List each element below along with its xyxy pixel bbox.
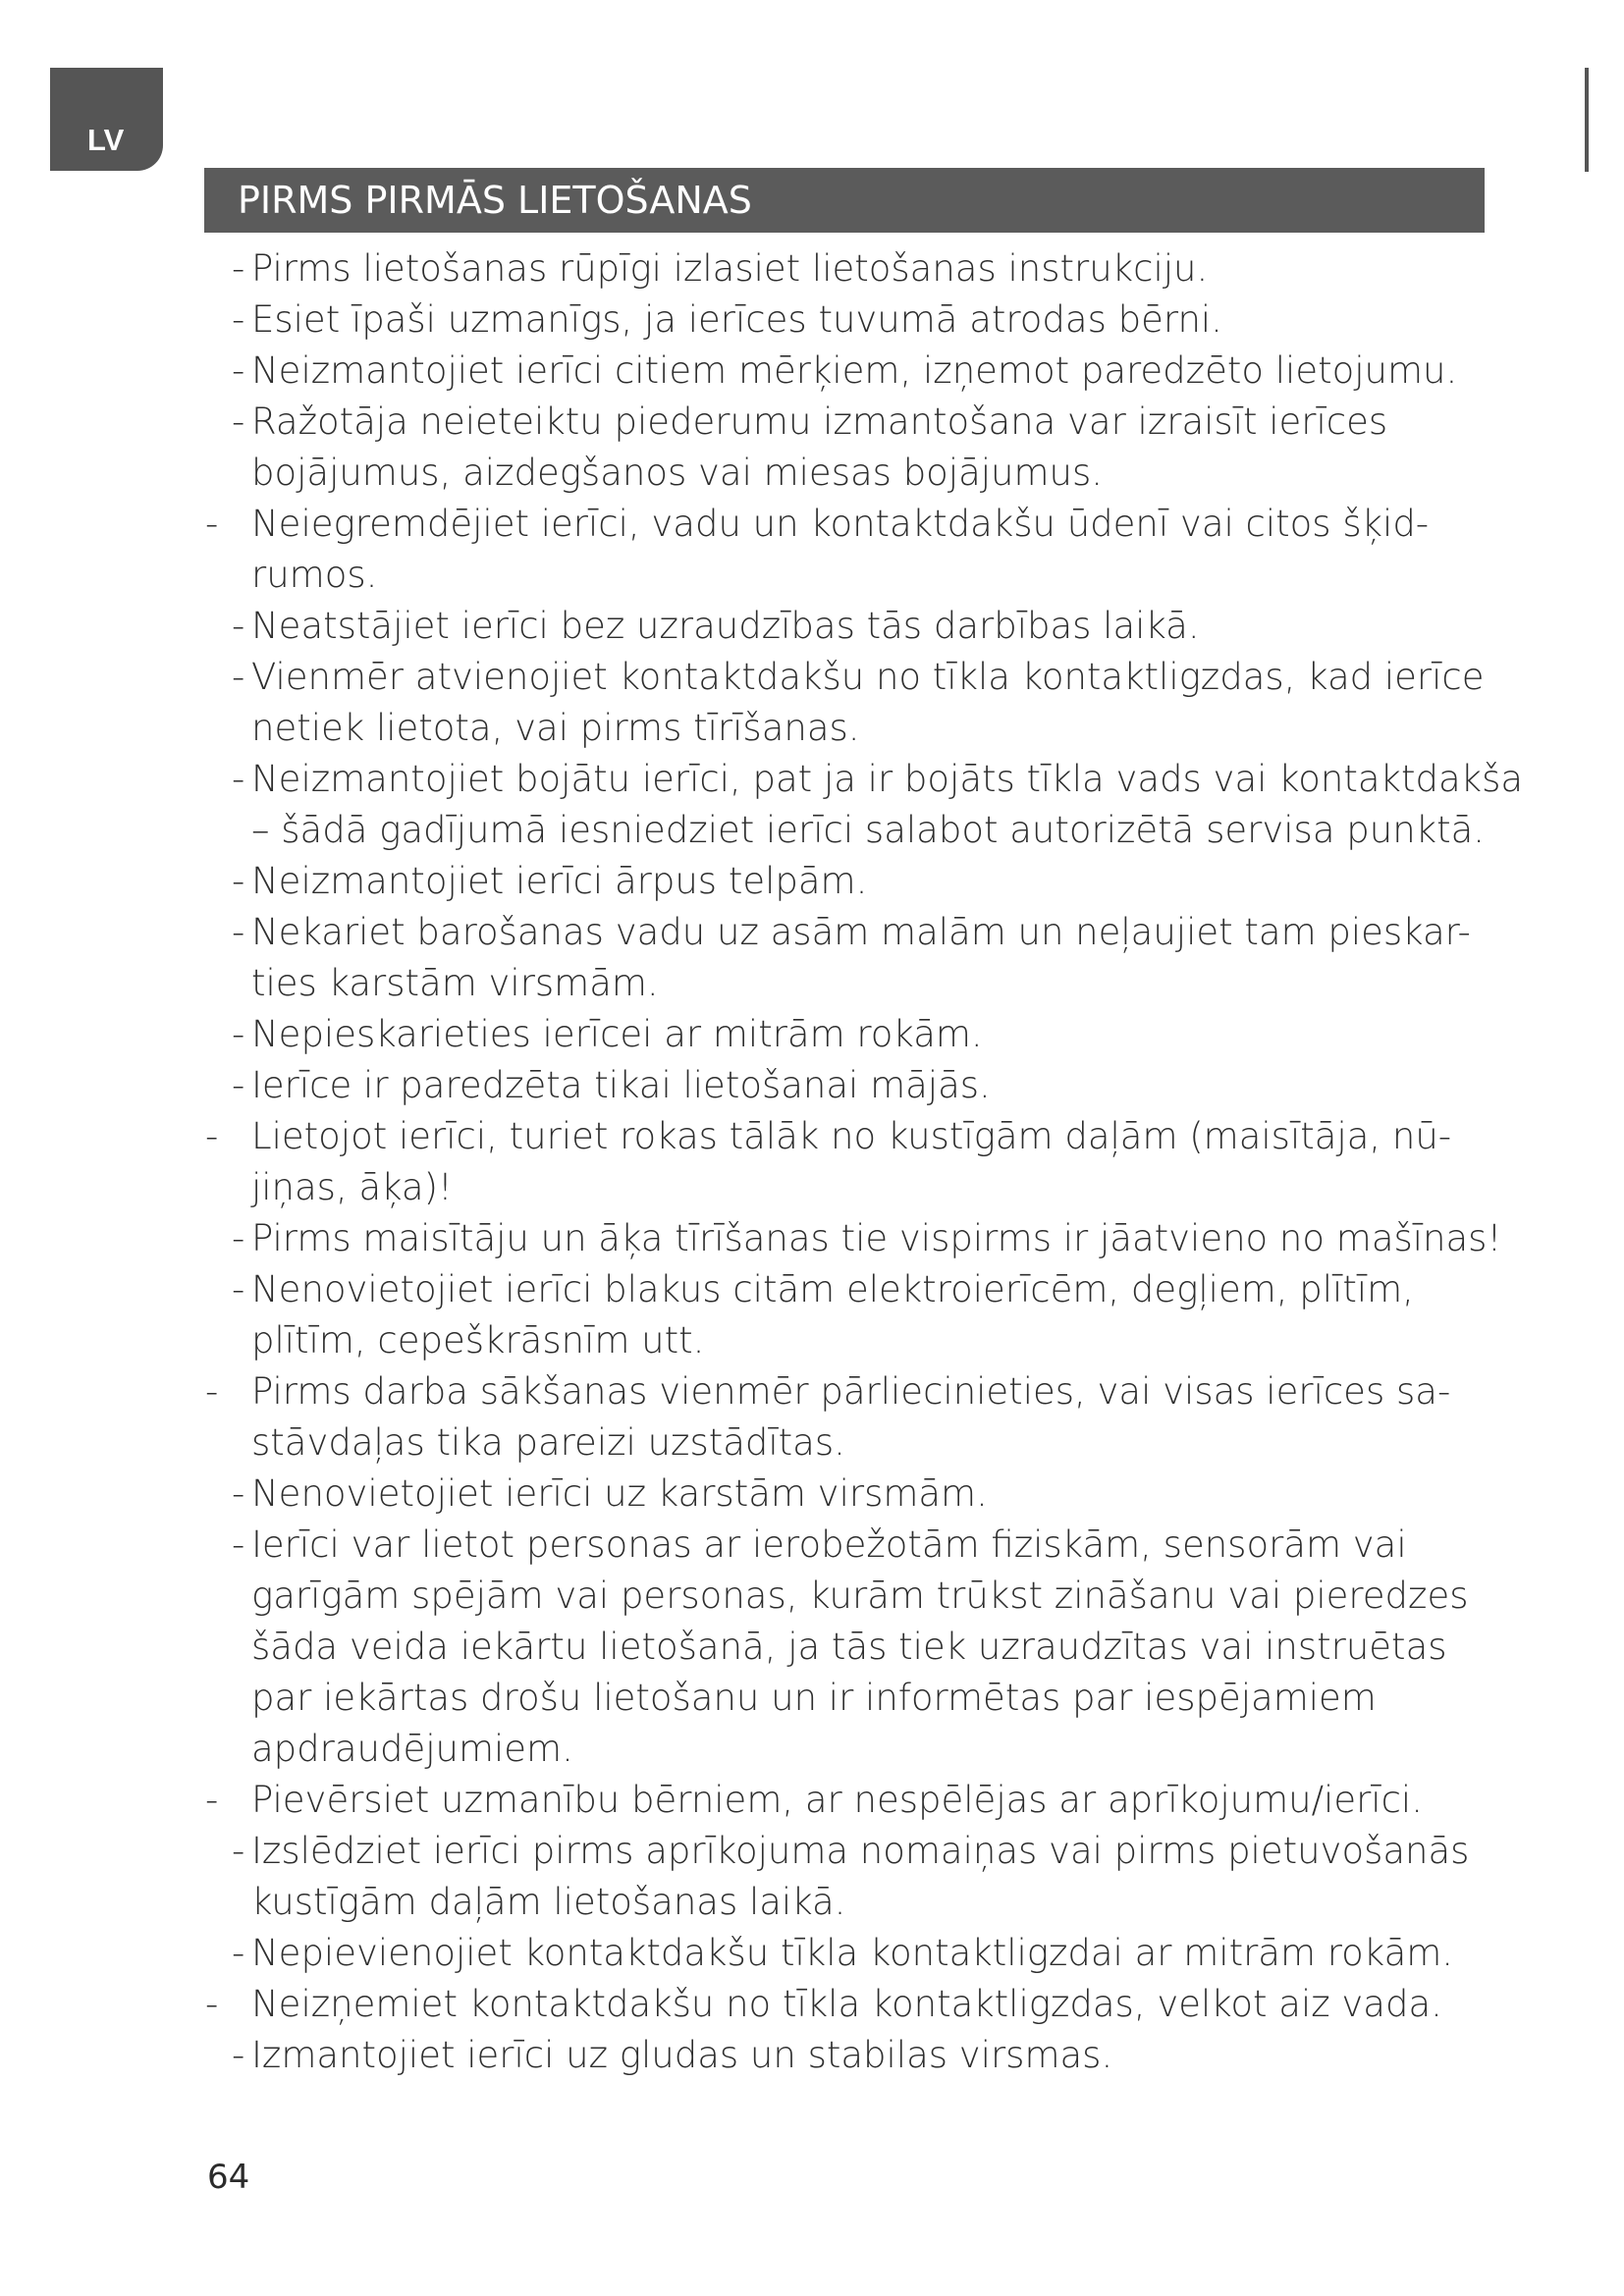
list-item-line: ties karstām virsmām. xyxy=(251,962,659,1004)
list-item-text xyxy=(251,1213,1502,1264)
list-item xyxy=(0,1520,1624,1775)
page-number: 64 xyxy=(207,2158,250,2197)
list-item-line: stāvdaļas tika pareizi uzstādītas. xyxy=(251,1421,845,1464)
list-item-line: Ražotāja neieteiktu piederumu izmantošana var izraisīt ierīces xyxy=(251,400,1388,443)
list-item-line: Neizmantojiet ierīci ārpus telpām. xyxy=(251,860,868,902)
list-item-text xyxy=(251,294,1498,346)
bullet-dash: - xyxy=(205,1983,219,2025)
list-item-line: Neatstājiet ierīci bez uzraudzības tās darbības laikā. xyxy=(251,605,1200,647)
list-item-line: Neizmantojiet bojātu ierīci, pat ja ir bojāts tīkla vads vai kontaktdakša xyxy=(251,758,1524,800)
list-item xyxy=(0,1213,1624,1264)
bullet-dash: - xyxy=(232,605,245,647)
list-item-line: jiņas, āķa)! xyxy=(251,1166,453,1208)
list-item-line: Lietojot ierīci, turiet rokas tālāk no kustīgām daļām (maisītāja, nū- xyxy=(251,1115,1452,1157)
list-item-line: Nepievienojiet kontaktdakšu tīkla kontaktligzdai ar mitrām rokām. xyxy=(251,1932,1454,1974)
bullet-dash: - xyxy=(232,656,245,698)
bullet-dash: - xyxy=(232,2034,245,2076)
list-item-line: Ierīce ir paredzēta tikai lietošanai mājās. xyxy=(251,1064,991,1106)
list-item xyxy=(0,2030,1624,2081)
list-item xyxy=(0,243,1624,294)
list-item xyxy=(0,1826,1624,1928)
list-item xyxy=(0,346,1624,397)
bullet-dash: - xyxy=(232,758,245,800)
list-item-text xyxy=(251,856,1498,907)
list-item xyxy=(0,856,1624,907)
list-item-line: Nenovietojiet ierīci uz karstām virsmām. xyxy=(251,1472,988,1515)
list-item xyxy=(0,1979,1624,2030)
list-item xyxy=(0,1468,1624,1520)
bullet-dash: - xyxy=(232,1523,245,1566)
list-item-line: Pirms lietošanas rūpīgi izlasiet lietošanas instrukciju. xyxy=(251,247,1209,290)
list-item-line: bojājumus, aizdegšanos vai miesas bojājumus. xyxy=(251,452,1104,494)
list-item-line: kustīgām daļām lietošanas laikā. xyxy=(251,1881,846,1923)
list-item-line: Pirms darba sākšanas vienmēr pārliecinieties, vai visas ierīces sa- xyxy=(251,1370,1451,1413)
list-item-line: Nekariet barošanas vadu uz asām malām un neļaujiet tam pieskar- xyxy=(251,911,1471,953)
bullet-dash: - xyxy=(232,349,245,392)
list-item-text xyxy=(251,1979,1498,2030)
list-item-text xyxy=(251,1468,1498,1520)
list-item-line: Neizmantojiet ierīci citiem mērķiem, izņemot paredzēto lietojumu. xyxy=(251,349,1458,392)
bullet-dash: - xyxy=(232,247,245,290)
list-item-text xyxy=(251,499,1498,601)
list-item-text xyxy=(251,1826,1498,1928)
list-item-line: Vienmēr atvienojiet kontaktdakšu no tīkla kontaktligzdas, kad ierīce xyxy=(251,656,1485,698)
list-item-text xyxy=(251,754,1524,856)
list-item xyxy=(0,1111,1624,1213)
bullet-dash: - xyxy=(232,1472,245,1515)
bullet-dash: - xyxy=(232,1830,245,1872)
list-item-line: – šādā gadījumā iesniedziet ierīci salabot autorizētā servisa punktā. xyxy=(251,809,1486,851)
list-item-line: Nenovietojiet ierīci blakus citām elektroierīcēm, degļiem, plītīm, xyxy=(251,1268,1414,1310)
list-item xyxy=(0,1060,1624,1111)
list-item-text xyxy=(251,1111,1498,1213)
list-item xyxy=(0,754,1624,856)
list-item-text xyxy=(251,1366,1498,1468)
list-item xyxy=(0,1775,1624,1826)
list-item xyxy=(0,601,1624,652)
list-item-line: Pievērsiet uzmanību bērniem, ar nespēlējas ar aprīkojumu/ierīci. xyxy=(251,1779,1423,1821)
list-item-line: Esiet īpaši uzmanīgs, ja ierīces tuvumā atrodas bērni. xyxy=(251,298,1222,341)
list-item-line: par iekārtas drošu lietošanu un ir informētas par iespējamiem xyxy=(251,1677,1377,1719)
bullet-dash: - xyxy=(205,1115,219,1157)
list-item-text xyxy=(251,346,1498,397)
list-item xyxy=(0,907,1624,1009)
list-item-line: apdraudējumiem. xyxy=(251,1728,573,1770)
list-item-text xyxy=(251,1264,1498,1366)
list-item-line: Neiegremdējiet ierīci, vadu un kontaktdakšu ūdenī vai citos šķid- xyxy=(251,503,1430,545)
list-item xyxy=(0,652,1624,754)
bullet-dash: - xyxy=(232,298,245,341)
bullet-dash: - xyxy=(205,503,219,545)
list-item-line: Ierīci var lietot personas ar ierobežotām fiziskām, sensorām vai xyxy=(251,1523,1407,1566)
list-item xyxy=(0,294,1624,346)
list-item-line: plītīm, cepeškrāsnīm utt. xyxy=(251,1319,705,1362)
list-item xyxy=(0,397,1624,499)
list-item xyxy=(0,1928,1624,1979)
list-item-line: netiek lietota, vai pirms tīrīšanas. xyxy=(251,707,860,749)
list-item-text xyxy=(251,1060,1498,1111)
list-item-line: Izmantojiet ierīci uz gludas un stabilas virsmas. xyxy=(251,2034,1113,2076)
bullet-dash: - xyxy=(232,1064,245,1106)
list-item-line: garīgām spējām vai personas, kurām trūkst zināšanu vai pieredzes xyxy=(251,1575,1469,1617)
list-item-line: Nepieskarieties ierīcei ar mitrām rokām. xyxy=(251,1013,983,1055)
list-item-text xyxy=(251,1928,1498,1979)
section-title: PIRMS PIRMĀS LIETOŠANAS xyxy=(204,168,1485,233)
bullet-dash: - xyxy=(232,400,245,443)
list-item-line: rumos. xyxy=(251,554,378,596)
safety-list xyxy=(0,243,1624,2081)
list-item xyxy=(0,1366,1624,1468)
list-item-text xyxy=(251,397,1498,499)
list-item-text xyxy=(251,2030,1498,2081)
language-tab: LV xyxy=(50,68,163,171)
list-item-text xyxy=(251,652,1498,754)
list-item-text xyxy=(251,601,1498,652)
list-item-line: Pirms maisītāju un āķa tīrīšanas tie vispirms ir jāatvieno no mašīnas! xyxy=(251,1217,1502,1259)
bullet-dash: - xyxy=(232,1268,245,1310)
list-item-text xyxy=(251,907,1498,1009)
list-item-line: šāda veida iekārtu lietošanā, ja tās tiek uzraudzītas vai instruētas xyxy=(251,1626,1447,1668)
list-item xyxy=(0,1264,1624,1366)
list-item-text xyxy=(251,1009,1498,1060)
list-item-text xyxy=(251,1520,1498,1775)
bullet-dash: - xyxy=(232,911,245,953)
list-item xyxy=(0,1009,1624,1060)
bullet-dash: - xyxy=(232,860,245,902)
list-item-line: Neizņemiet kontaktdakšu no tīkla kontaktligzdas, velkot aiz vada. xyxy=(251,1983,1442,2025)
bullet-dash: - xyxy=(232,1217,245,1259)
list-item-text xyxy=(251,1775,1498,1826)
edge-rule xyxy=(1585,68,1589,172)
bullet-dash: - xyxy=(232,1932,245,1974)
bullet-dash: - xyxy=(232,1013,245,1055)
list-item-text xyxy=(251,243,1498,294)
list-item xyxy=(0,499,1624,601)
bullet-dash: - xyxy=(205,1779,219,1821)
bullet-dash: - xyxy=(205,1370,219,1413)
list-item-line: Izslēdziet ierīci pirms aprīkojuma nomaiņas vai pirms pietuvošanās xyxy=(251,1830,1470,1872)
